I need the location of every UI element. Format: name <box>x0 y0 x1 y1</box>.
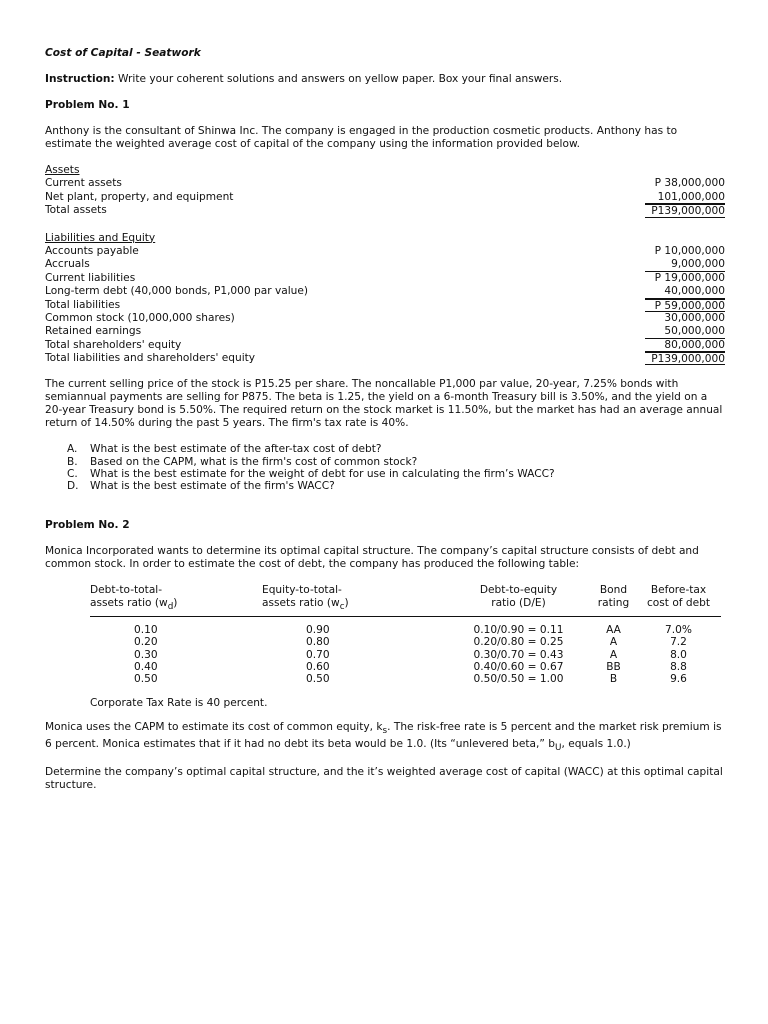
column-header-subscript: c <box>339 601 345 612</box>
table-cell: 0.20 <box>134 636 158 649</box>
line-item-amount: P 19,000,000 <box>654 271 725 284</box>
line-item-label: Net plant, property, and equipment <box>45 190 234 203</box>
column-header <box>636 584 721 617</box>
table-cell: 0.70 <box>306 648 330 661</box>
question-item <box>67 468 725 480</box>
question-item <box>67 456 725 468</box>
column-header <box>446 584 591 617</box>
balance-sheet-row <box>45 245 725 258</box>
line-item-amount: 50,000,000 <box>645 325 725 338</box>
balance-sheet-row <box>45 339 725 352</box>
document-title: Cost of Capital - Seatwork <box>45 47 201 59</box>
document-page <box>45 47 725 792</box>
line-item-amount: P 10,000,000 <box>654 244 725 257</box>
table-row <box>90 661 721 673</box>
line-item-label: Accounts payable <box>45 244 139 257</box>
line-item-label: Current assets <box>45 177 122 190</box>
column-header-line-1: Bond <box>599 583 628 596</box>
question-item <box>67 443 725 455</box>
column-header-line-1: Debt-to-equity <box>479 583 558 596</box>
table-cell: 0.30/0.70 = 0.43 <box>473 648 564 661</box>
line-item-amount: P139,000,000 <box>645 352 725 365</box>
balance-sheet-row <box>45 191 725 204</box>
table-cell: 7.0% <box>665 623 692 636</box>
table-cell: B <box>609 673 618 686</box>
column-header-line-1: Before-tax <box>650 583 707 596</box>
column-header-line-1: Equity-to-total- <box>262 583 342 596</box>
problem-1-intro: Anthony is the consultant of Shinwa Inc. The company is engaged in the production cosmetic products. Anthony has to estimate the weighted average cost of capital of the company using the information provided below. <box>45 125 678 150</box>
balance-sheet-row <box>45 177 725 190</box>
table-cell: 0.50 <box>306 673 330 686</box>
line-item-amount: 40,000,000 <box>645 285 725 298</box>
problem-2-heading: Problem No. 2 <box>45 518 130 531</box>
table-cell: 0.80 <box>306 636 330 649</box>
line-item-label: Total assets <box>45 204 107 217</box>
table-cell: 8.8 <box>670 660 687 673</box>
column-header-line-2: cost of debt <box>646 596 711 609</box>
question-letter: D. <box>67 480 79 493</box>
question-letter: A. <box>67 443 78 456</box>
table-cell: 0.40 <box>134 660 158 673</box>
column-header-close: ) <box>173 596 178 609</box>
table-cell: 0.10/0.90 = 0.11 <box>473 623 564 636</box>
balance-sheet-row <box>45 272 725 285</box>
table-cell: 8.0 <box>670 648 687 661</box>
line-item-amount: P 38,000,000 <box>654 177 725 190</box>
line-item-label: Total liabilities and shareholders' equity <box>45 352 256 365</box>
table-cell: BB <box>606 660 621 673</box>
question-letter: B. <box>67 455 78 468</box>
table-cell: AA <box>606 623 621 636</box>
column-header-line-2: assets ratio (w <box>90 596 168 609</box>
column-header-subscript: d <box>167 601 174 612</box>
table-cell: 0.60 <box>306 660 330 673</box>
problem-2-task: Determine the company’s optimal capital structure, and the it’s weighted average cost of capital (WACC) at this optimal capital structure. <box>45 766 723 792</box>
balance-sheet-row <box>45 299 725 312</box>
balance-sheet-row <box>45 312 725 325</box>
cost-of-debt-table <box>90 584 721 686</box>
balance-sheet <box>45 164 725 365</box>
table-cell: 7.2 <box>670 636 687 649</box>
column-header-line-2: ratio (D/E) <box>491 596 546 609</box>
line-item-label: Common stock (10,000,000 shares) <box>45 311 235 324</box>
instruction <box>45 73 725 86</box>
table-cell: 0.10 <box>134 623 158 636</box>
capm-text-a: Monica uses the CAPM to estimate its cost of common equity, k <box>45 720 383 733</box>
line-item-amount: 30,000,000 <box>664 311 725 324</box>
capm-text-b: . The risk-free rate is 5 percent and the market risk premium is 6 percent. Monica estimates that if it had no debt its beta would be 1.0. (Its “unlevered beta,” b <box>45 720 722 750</box>
line-item-label: Total shareholders' equity <box>45 338 182 351</box>
table-cell: A <box>609 636 618 649</box>
question-text: What is the best estimate of the firm's WACC? <box>90 480 335 493</box>
line-item-amount: P139,000,000 <box>645 204 725 217</box>
line-item-label: Accruals <box>45 258 90 271</box>
table-row <box>90 636 721 648</box>
instruction-label: Instruction: <box>45 73 115 85</box>
balance-sheet-row <box>45 258 725 271</box>
column-header <box>591 584 636 617</box>
assets-heading: Assets <box>45 164 80 176</box>
balance-sheet-row <box>45 325 725 338</box>
table-row <box>90 649 721 661</box>
column-header-line-2: rating <box>597 596 630 609</box>
balance-sheet-row <box>45 285 725 298</box>
question-item <box>67 480 725 492</box>
question-text: What is the best estimate of the after-tax cost of debt? <box>90 443 382 456</box>
table-row <box>90 673 721 685</box>
balance-sheet-row <box>45 352 725 365</box>
liabilities-heading: Liabilities and Equity <box>45 231 156 244</box>
column-header-close: ) <box>344 596 349 609</box>
table-cell: 9.6 <box>670 673 687 686</box>
capm-sub-u: U <box>554 743 562 754</box>
problem-2-intro: Monica Incorporated wants to determine its optimal capital structure. The company’s capital structure consists of debt and common stock. In order to estimate the cost of debt, the company has produced the following table: <box>45 544 699 570</box>
line-item-label: Retained earnings <box>45 325 142 338</box>
line-item-label: Long-term debt (40,000 bonds, P1,000 par value) <box>45 285 309 298</box>
problem-1-details: The current selling price of the stock is P15.25 per share. The noncallable P1,000 par value, 20-year, 7.25% bonds with semiannual payments are selling for P875. The beta is 1.25, the yield on a 6-month Treasury bill is 3.50%, and the yield on a 20-year Treasury bond is 5.50%. The required return on the stock market is 11.50%, but the market has had an average annual return of 14.50% during the past 5 years. The firm's tax rate is 40%. <box>45 378 723 430</box>
line-item-label: Total liabilities <box>45 298 121 311</box>
table-cell: A <box>609 648 618 661</box>
question-letter: C. <box>67 468 78 481</box>
table-cell: 0.50/0.50 = 1.00 <box>473 673 564 686</box>
column-header <box>262 584 446 617</box>
table-cell: 0.30 <box>134 648 158 661</box>
line-item-amount: P 59,000,000 <box>645 299 725 312</box>
question-text: Based on the CAPM, what is the firm's cost of common stock? <box>90 455 418 468</box>
table-cell: 0.90 <box>306 623 330 636</box>
table-cell: 0.40/0.60 = 0.67 <box>473 660 564 673</box>
instruction-text: Write your coherent solutions and answers on yellow paper. Box your final answers. <box>114 73 563 85</box>
table-cell: 0.50 <box>134 673 158 686</box>
line-item-amount: 9,000,000 <box>645 258 725 271</box>
column-header-line-2: assets ratio (w <box>262 596 340 609</box>
line-item-amount: 101,000,000 <box>645 191 725 204</box>
tax-note: Corporate Tax Rate is 40 percent. <box>90 696 268 709</box>
problem-1-heading: Problem No. 1 <box>45 99 130 111</box>
capm-sub-s: s <box>382 725 388 736</box>
table-row <box>90 616 721 636</box>
table-cell: 0.20/0.80 = 0.25 <box>473 636 564 649</box>
column-header-line-1: Debt-to-total- <box>90 583 163 596</box>
balance-sheet-row <box>45 204 725 217</box>
line-item-amount: 80,000,000 <box>645 339 725 352</box>
line-item-label: Current liabilities <box>45 271 136 284</box>
capm-text-c: , equals 1.0.) <box>561 737 631 750</box>
capm-paragraph <box>45 721 725 755</box>
problem-1-questions <box>67 443 725 492</box>
column-header <box>90 584 262 617</box>
question-text: What is the best estimate for the weight of debt for use in calculating the firm’s WACC? <box>90 468 555 481</box>
